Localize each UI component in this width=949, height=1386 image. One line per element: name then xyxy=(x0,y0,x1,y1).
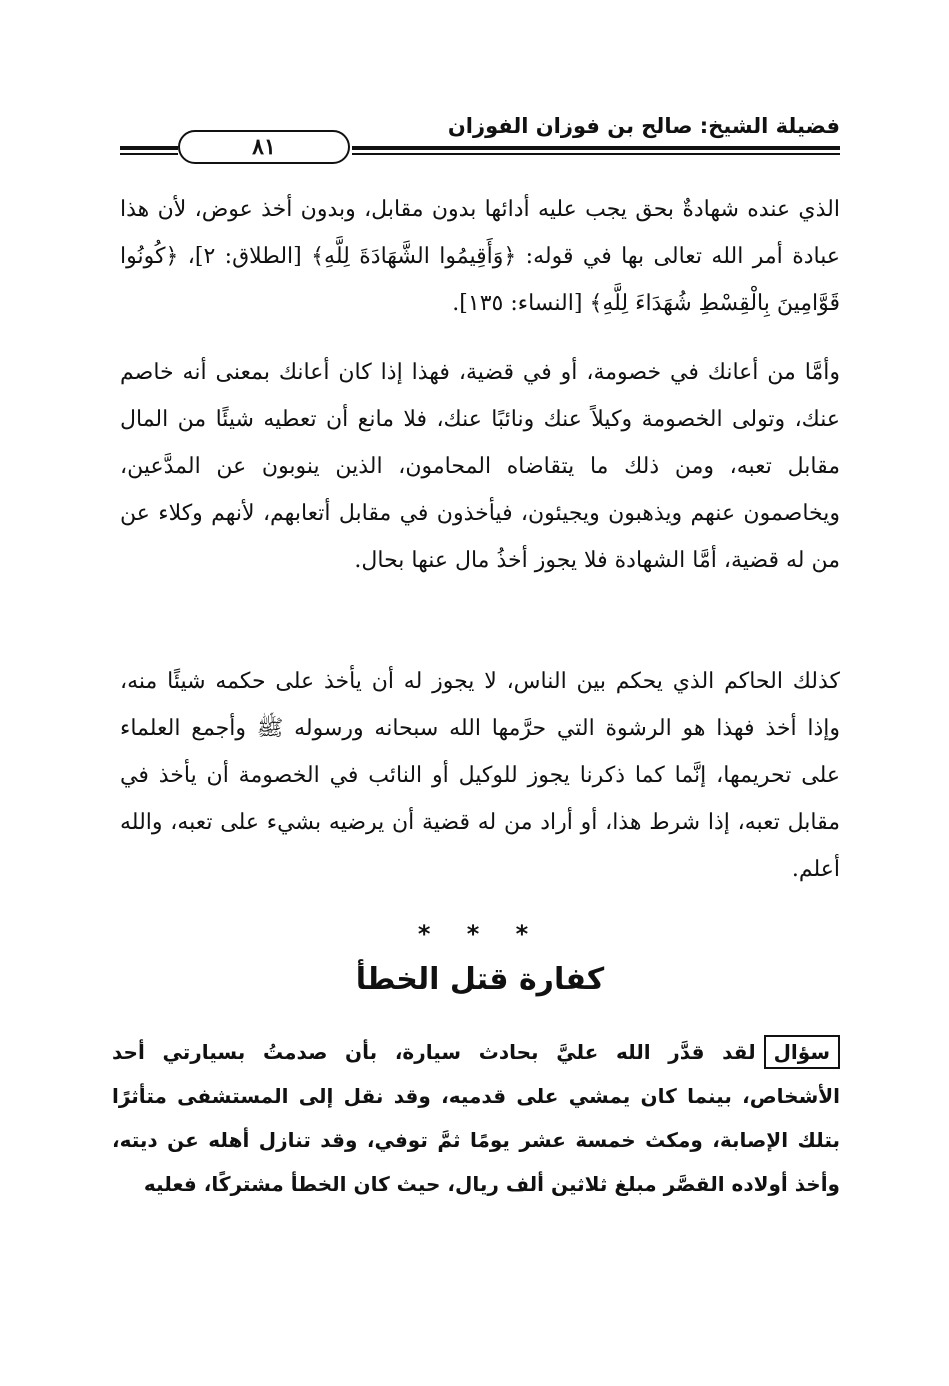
question-block xyxy=(112,1030,840,1206)
paragraph-3: كذلك الحاكم الذي يحكم بين الناس، لا يجوز له أن يأخذ على حكمه شيئًا منه، وإذا أخذ فهذا هو الرشوة التي حرَّمها الله سبحانه ورسوله ﷺ وأجمع العلماء على تحريمها، إنَّما كما ذكرنا يجوز للوكيل أو النائب في الخصومة أن يأخذ في مقابل تعبه، إذا شرط هذا، أو أراد من له قضية أن يرضيه بشيء على تعبه، والله أعلم. xyxy=(120,669,840,882)
header-rule-thin xyxy=(352,153,840,155)
question-label: سؤال xyxy=(764,1035,840,1069)
page-number: ٨١ xyxy=(178,130,350,164)
paragraph-1: الذي عنده شهادةٌ بحق يجب عليه أدائها بدون مقابل، وبدون أخذ عوض، لأن هذا عبادة أمر الله تعالى بها في قوله: ﴿وَأَقِيمُوا الشَّهَادَةَ لِلَّهِ﴾ [الطلاق: ٢]، ﴿كُونُوا قَوَّامِينَ بِالْقِسْطِ شُهَدَاءَ لِلَّهِ﴾ [النساء: ١٣٥]. xyxy=(120,197,840,316)
header-rule-left-thin xyxy=(120,153,178,155)
section-title: كفارة قتل الخطأ xyxy=(355,962,605,997)
header-rule-thick xyxy=(352,146,840,150)
paragraph-2: وأمَّا من أعانك في خصومة، أو في قضية، فهذا إذا كان أعانك بمعنى أنه خاصم عنك، وتولى الخصومة وكيلاً عنك ونائبًا عنك، فلا مانع أن تعطيه شيئًا من المال مقابل تعبه، ومن ذلك ما يتقاضاه المحامون، الذين ينوبون عن المدَّعين، ويخاصمون عنهم ويذهبون ويجيئون، فيأخذون في مقابل أتعابهم، لأنهم وكلاء عن من له قضية، أمَّا الشهادة فلا يجوز أخذُ مال عنها بحال. xyxy=(120,360,840,573)
question-text: لقد قدَّر الله عليَّ بحادث سيارة، بأن صدمتُ بسيارتي أحد الأشخاص، بينما كان يمشي على قدميه، وقد نقل إلى المستشفى متأثرًا بتلك الإصابة، ومكث خمسة عشر يومًا ثمَّ توفي، وقد تنازل أهله عن ديته، وأخذ أولاده القصَّر مبلغ ثلاثين ألف ريال، حيث كان الخطأ مشتركًا، فعليه xyxy=(112,1040,840,1196)
section-separator: * * * xyxy=(417,920,543,948)
header-rule-left-thick xyxy=(120,146,178,150)
header-title: فضيلة الشيخ: صالح بن فوزان الفوزان xyxy=(447,114,840,138)
page-header xyxy=(120,112,840,162)
